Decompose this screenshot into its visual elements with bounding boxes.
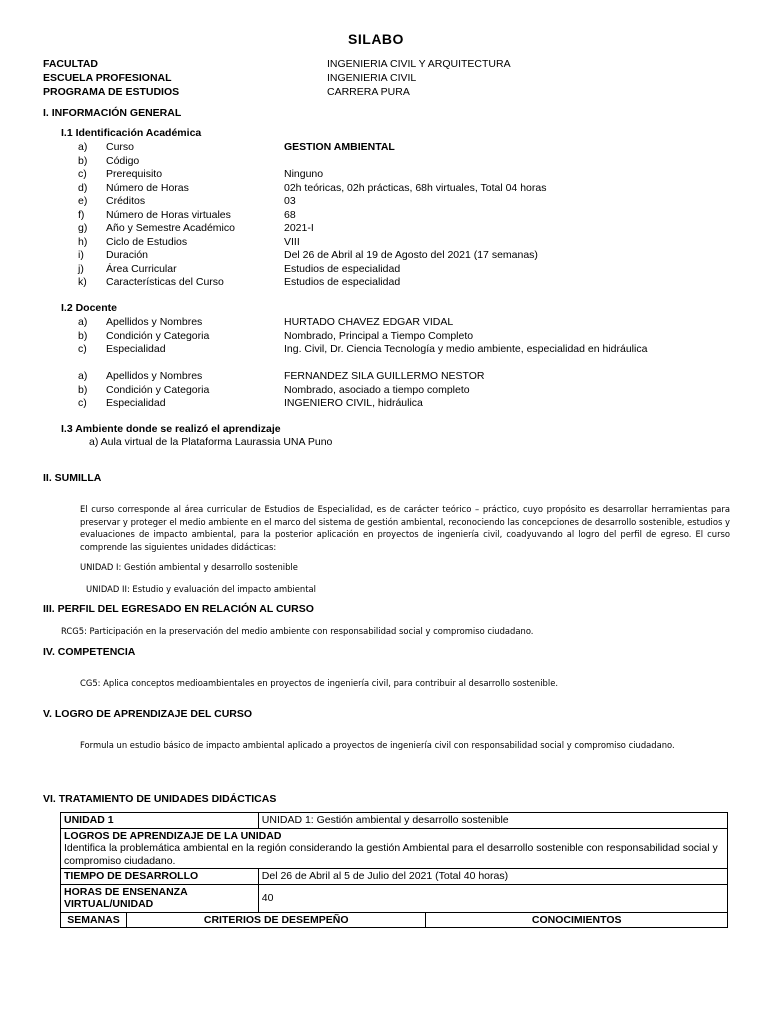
item-label: Apellidos y Nombres bbox=[106, 370, 203, 382]
item-value: Ninguno bbox=[284, 168, 324, 180]
program-label: PROGRAMA DE ESTUDIOS bbox=[43, 86, 180, 98]
school-label: ESCUELA PROFESIONAL bbox=[43, 72, 172, 84]
table-row bbox=[61, 884, 728, 912]
table-row bbox=[61, 813, 728, 829]
table-row bbox=[61, 828, 728, 869]
faculty-value: INGENIERIA CIVIL Y ARQUITECTURA bbox=[327, 58, 511, 70]
item-value: Nombrado, asociado a tiempo completo bbox=[284, 383, 470, 396]
learning-environment: a) Aula virtual de la Plataforma Laurassia UNA Puno bbox=[89, 436, 333, 448]
sumilla-unit-1: UNIDAD I: Gestión ambiental y desarrollo sostenible bbox=[80, 562, 298, 572]
tiempo-label-cell: TIEMPO DE DESARROLLO bbox=[61, 869, 259, 885]
item-label: Especialidad bbox=[106, 397, 166, 409]
item-label: Código bbox=[106, 154, 140, 167]
item-label: Apellidos y Nombres bbox=[106, 316, 203, 328]
item-letter: h) bbox=[78, 235, 88, 248]
profile-text: RCG5: Participación en la preservación del medio ambiente con responsabilidad social y compromiso ciudadano. bbox=[61, 626, 534, 636]
item-letter: i) bbox=[78, 249, 84, 261]
item-value: INGENIERO CIVIL, hidráulica bbox=[284, 397, 423, 409]
item-label: Duración bbox=[106, 249, 149, 261]
item-value: Del 26 de Abril al 19 de Agosto del 2021 (17 semanas) bbox=[284, 249, 538, 261]
item-label: Características del Curso bbox=[106, 276, 224, 288]
item-label: Créditos bbox=[106, 195, 146, 207]
item-value: 2021-I bbox=[284, 222, 314, 234]
item-label: Curso bbox=[106, 141, 135, 153]
item-letter: a) bbox=[78, 316, 88, 328]
item-label: Condición y Categoria bbox=[106, 383, 210, 396]
item-value: 03 bbox=[284, 195, 296, 207]
col-semanas: SEMANAS bbox=[61, 912, 127, 928]
item-value: 02h teóricas, 02h prácticas, 68h virtuales, Total 04 horas bbox=[284, 181, 547, 194]
competence-text: CG5: Aplica conceptos medioambientales en proyectos de ingeniería civil, para contribuir al desarrollo sostenible. bbox=[80, 678, 559, 688]
subsection-1-3-title: I.3 Ambiente donde se realizó el aprendizaje bbox=[61, 423, 281, 435]
item-value: HURTADO CHAVEZ EDGAR VIDAL bbox=[284, 316, 454, 328]
table-row bbox=[61, 869, 728, 885]
item-value: Estudios de especialidad bbox=[284, 276, 401, 288]
school-value: INGENIERIA CIVIL bbox=[327, 72, 417, 84]
item-letter: f) bbox=[78, 208, 85, 221]
item-value: Estudios de especialidad bbox=[284, 262, 401, 275]
col-criterios: CRITERIOS DE DESEMPEÑO bbox=[126, 912, 425, 928]
item-letter: e) bbox=[78, 195, 88, 207]
item-letter: k) bbox=[78, 276, 87, 288]
item-label: Especialidad bbox=[106, 343, 166, 355]
item-letter: c) bbox=[78, 168, 87, 180]
tiempo-value-cell: Del 26 de Abril al 5 de Julio del 2021 (Total 40 horas) bbox=[258, 869, 727, 885]
item-letter: a) bbox=[78, 141, 88, 153]
item-letter: a) bbox=[78, 370, 88, 382]
section-5-title: V. LOGRO DE APRENDIZAJE DEL CURSO bbox=[43, 708, 253, 720]
item-value: FERNANDEZ SILA GUILLERMO NESTOR bbox=[284, 370, 485, 382]
section-3-title: III. PERFIL DEL EGRESADO EN RELACIÓN AL CURSO bbox=[43, 603, 314, 615]
item-letter: b) bbox=[78, 383, 88, 396]
item-label: Número de Horas virtuales bbox=[106, 208, 231, 221]
faculty-label: FACULTAD bbox=[43, 58, 99, 70]
item-letter: b) bbox=[78, 154, 88, 167]
item-label: Año y Semestre Académico bbox=[106, 222, 235, 234]
unit-value-cell: UNIDAD 1: Gestión ambiental y desarrollo sostenible bbox=[258, 813, 727, 829]
subsection-1-2-title: I.2 Docente bbox=[61, 302, 118, 314]
logros-cell bbox=[61, 828, 728, 869]
item-value: VIII bbox=[284, 235, 300, 248]
item-value: 68 bbox=[284, 208, 296, 221]
item-label: Área Curricular bbox=[106, 262, 177, 275]
page-title: SILABO bbox=[348, 31, 404, 47]
item-value: Nombrado, Principal a Tiempo Completo bbox=[284, 329, 474, 342]
col-conocimientos: CONOCIMIENTOS bbox=[426, 912, 728, 928]
subsection-1-1-title: I.1 Identificación Académica bbox=[61, 127, 202, 139]
sumilla-paragraph: El curso corresponde al área curricular de Estudios de Especialidad, es de carácter teórico – práctico, cuyo propósito es desarrollar herramientas para preservar y proteger el medio ambiente en el marco del sistema de gestión ambiental, reconociendo las concepciones de desarrollo sostenible, estudios y evaluaciones de impacto ambiental, para la posterior aplicación en proyectos de ingeniería civil, coadyuvando al logro del perfil de egreso. El curso comprende las siguientes unidades didácticas: bbox=[80, 504, 730, 552]
item-letter: c) bbox=[78, 397, 87, 409]
item-label: Número de Horas bbox=[106, 181, 189, 194]
logros-label: LOGROS DE APRENDIZAJE DE LA UNIDAD bbox=[64, 829, 282, 842]
horas-label-cell: HORAS DE ENSENANZA VIRTUAL/UNIDAD bbox=[61, 884, 259, 912]
table-row bbox=[61, 912, 728, 928]
item-letter: d) bbox=[78, 181, 88, 194]
item-letter: c) bbox=[78, 343, 87, 355]
unit-label-cell: UNIDAD 1 bbox=[61, 813, 259, 829]
item-label: Condición y Categoria bbox=[106, 329, 210, 342]
horas-value-cell: 40 bbox=[258, 884, 727, 912]
item-letter: g) bbox=[78, 222, 88, 234]
learning-achievement-text: Formula un estudio básico de impacto ambiental aplicado a proyectos de ingeniería civil con responsabilidad social y compromiso ciudadano. bbox=[80, 740, 675, 750]
item-value: Ing. Civil, Dr. Ciencia Tecnología y medio ambiente, especialidad en hidráulica bbox=[284, 343, 648, 355]
item-label: Ciclo de Estudios bbox=[106, 235, 188, 248]
program-value: CARRERA PURA bbox=[327, 86, 410, 98]
item-letter: b) bbox=[78, 329, 88, 342]
section-4-title: IV. COMPETENCIA bbox=[43, 646, 136, 658]
logros-text: Identifica la problemática ambiental en la región considerando la gestión Ambiental para el desarrollo sostenible con responsabilidad social y compromiso ciudadano. bbox=[64, 842, 718, 867]
sumilla-unit-2: UNIDAD II: Estudio y evaluación del impacto ambiental bbox=[86, 584, 316, 594]
item-letter: j) bbox=[78, 262, 84, 275]
section-1-title: I. INFORMACIÓN GENERAL bbox=[43, 107, 182, 119]
section-2-title: II. SUMILLA bbox=[43, 472, 102, 484]
item-label: Prerequisito bbox=[106, 168, 163, 180]
units-table bbox=[60, 812, 728, 928]
section-6-title: VI. TRATAMIENTO DE UNIDADES DIDÁCTICAS bbox=[43, 793, 277, 805]
item-value: GESTION AMBIENTAL bbox=[284, 141, 395, 153]
